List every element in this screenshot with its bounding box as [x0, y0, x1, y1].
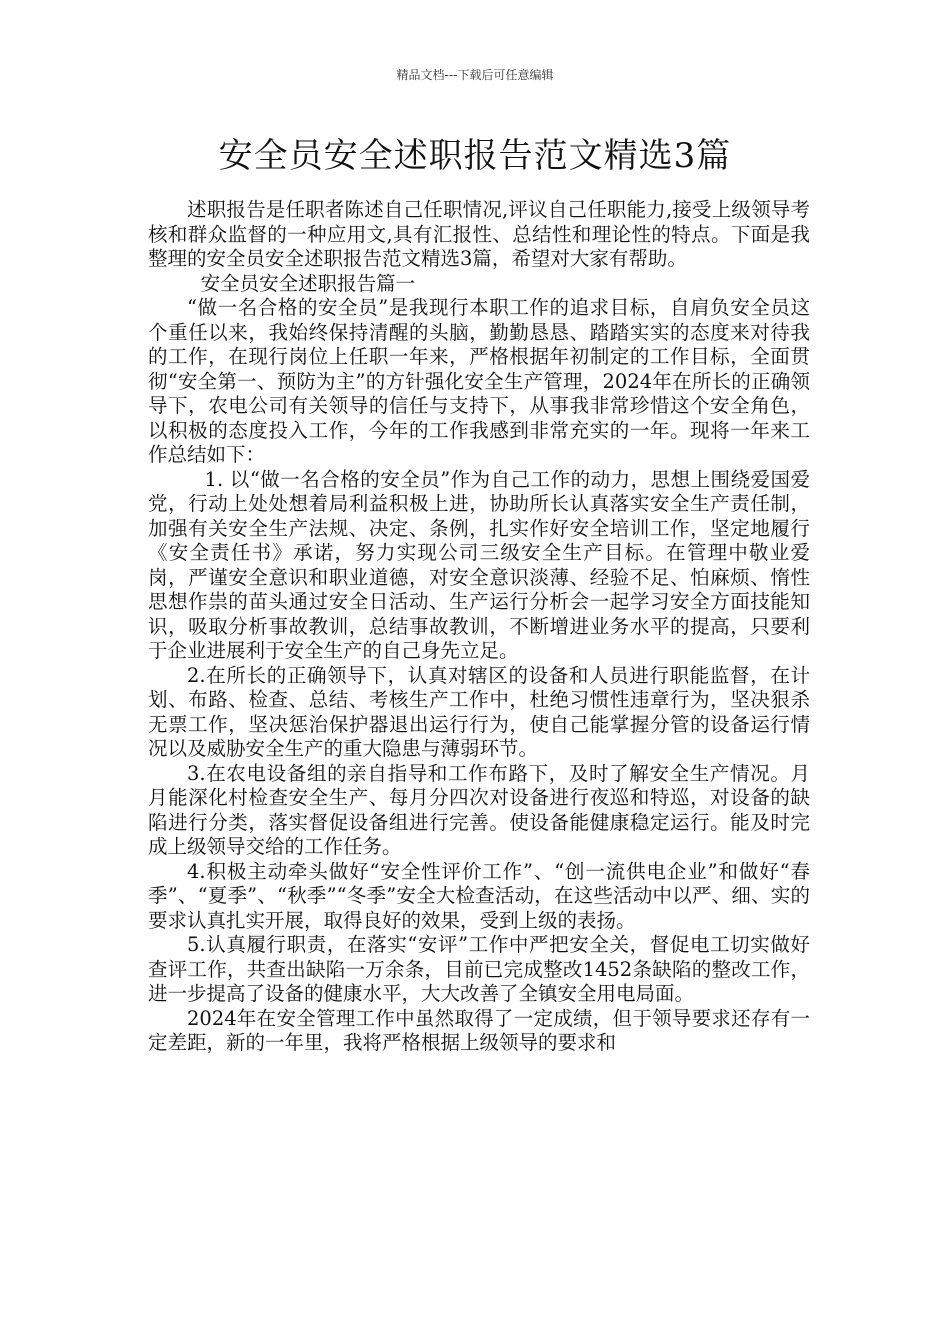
- header-note: 精品文档---下载后可任意编辑: [396, 68, 554, 82]
- list-item-2: 2.在所长的正确领导下，认真对辖区的设备和人员进行职能监督，在计划、布路、检查、总结、考核生产工作中，杜绝习惯性违章行为，坚决狠杀无票工作，坚决惩治保护器退出运行行为，使自己能掌握分管的设备运行情况以及威胁安全生产的重大隐患与薄弱环节。: [148, 663, 810, 760]
- list-item-4: 4.积极主动牵头做好“安全性评价工作”、“创一流供电企业”和做好“春季”、“夏季”、“秋季”“冬季”安全大检查活动，在这些活动中以严、细、实的要求认真扎实开展，取得良好的效果，受到上级的表扬。: [148, 859, 810, 932]
- list-item-1: 1. 以“做一名合格的安全员”作为自己工作的动力，思想上围绕爱国爱党，行动上处处想着局利益积极上进，协助所长认真落实安全生产责任制，加强有关安全生产法规、决定、条例，扎实作好安全培训工作，坚定地履行《安全责任书》承诺，努力实现公司三级安全生产目标。在管理中敬业爱岗，严谨安全意识和职业道德，对安全意识淡薄、经验不足、怕麻烦、惰性思想作祟的苗头通过安全日活动、生产运行分析会一起学习安全方面技能知识，吸取分析事故教训，总结事故教训，不断增进业务水平的提高，只要利于企业进展利于安全生产的自己身先立足。: [148, 467, 810, 662]
- document-body: [148, 198, 810, 1056]
- list-item-5: 5.认真履行职责，在落实“安评”工作中严把安全关，督促电工切实做好查评工作，共查出缺陷一万余条，目前已完成整改1452条缺陷的整改工作，进一步提高了设备的健康水平，大大改善了全镇安全用电局面。: [148, 933, 810, 1005]
- section-heading: 安全员安全述职报告篇一: [200, 271, 416, 295]
- body-paragraph: “做一名合格的安全员”是我现行本职工作的追求目标，自肩负安全员这个重任以来，我始终保持清醒的头脑，勤勤恳恳、踏踏实实的态度来对待我的工作，在现行岗位上任职一年来，严格根据年初制定的工作目标，全面贯彻“安全第一、预防为主”的方针强化安全生产管理，2024年在所长的正确领导下，农电公司有关领导的信任与支持下，从事我非常珍惜这个安全角色，以积极的态度投入工作，今年的工作我感到非常充实的一年。现将一年来工作总结如下：: [148, 296, 810, 466]
- closing-paragraph: 2024年在安全管理工作中虽然取得了一定成绩，但于领导要求还存有一定差距，新的一年里，我将严格根据上级领导的要求和: [148, 1006, 810, 1054]
- intro-paragraph: 述职报告是任职者陈述自己任职情况,评议自己任职能力,接受上级领导考核和群众监督的一种应用文,具有汇报性、总结性和理论性的特点。下面是我整理的安全员安全述职报告范文精选3篇，希望对大家有帮助。: [148, 198, 810, 270]
- document-title: 安全员安全述职报告范文精选3篇: [218, 136, 732, 176]
- list-item-3: 3.在农电设备组的亲自指导和工作布路下，及时了解安全生产情况。月月能深化村检查安全生产、每月分四次对设备进行夜巡和特巡，对设备的缺陷进行分类，落实督促设备组进行完善。使设备能健康稳定运行。能及时完成上级领导交给的工作任务。: [148, 761, 810, 858]
